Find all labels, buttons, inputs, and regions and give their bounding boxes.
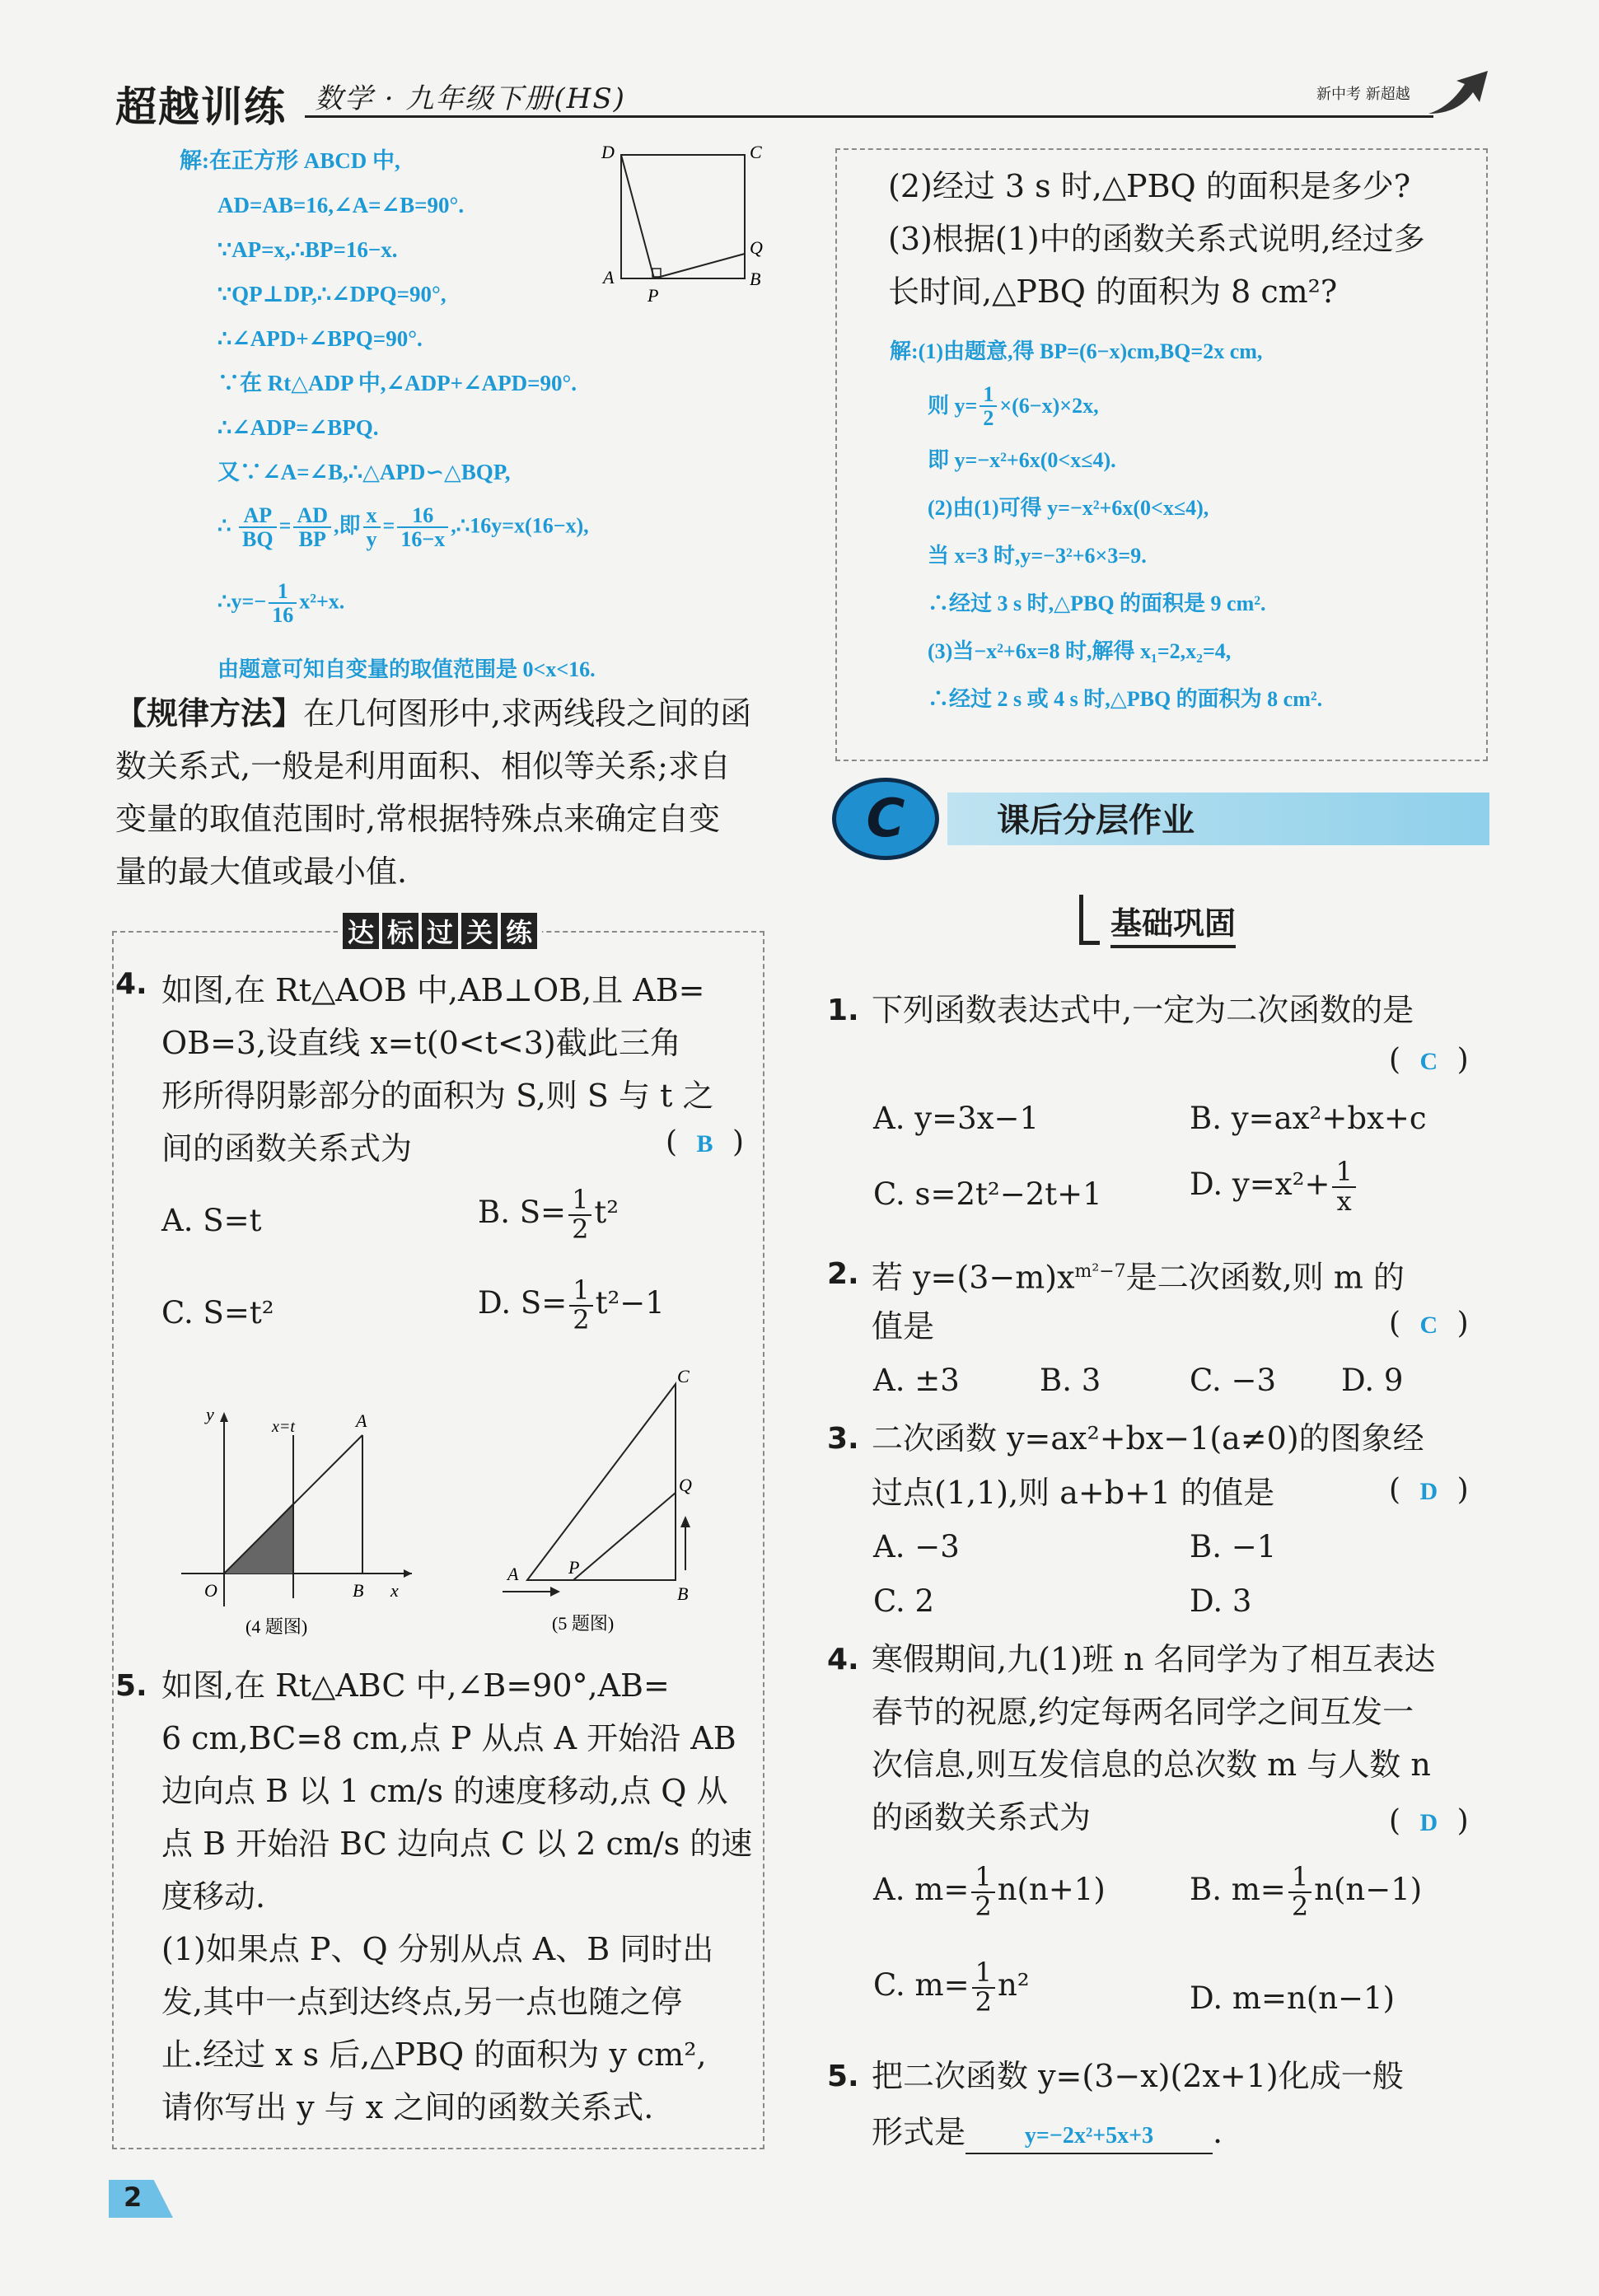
- practice-title-char: 标: [382, 913, 418, 949]
- fig4-x: x: [390, 1580, 399, 1601]
- frac-den: 16: [272, 603, 294, 628]
- label-c: C: [750, 142, 762, 162]
- solution-line: 又∵∠A=∠B,∴△APD∽△BQP,: [217, 460, 511, 484]
- r5-line2: [872, 2106, 1223, 2158]
- r3-option-c: C. 2: [873, 1583, 935, 1619]
- header-rule: [305, 115, 1433, 118]
- r5-answer-blank: y=−2x²+5x+3: [965, 2120, 1213, 2154]
- q4-line: 如图,在 Rt△AOB 中,AB⊥OB,且 AB=: [161, 972, 705, 1008]
- r2-answer-bracket: ( C ): [1389, 1307, 1469, 1340]
- frac-num: 16: [397, 504, 448, 528]
- figure-4: [165, 1401, 428, 1639]
- r5-line1: 把二次函数 y=(3−x)(2x+1)化成一般: [872, 2058, 1404, 2094]
- r1-option-d: [1190, 1158, 1358, 1215]
- q4-line: 形所得阴影部分的面积为 S,则 S 与 t 之: [161, 1078, 714, 1114]
- q4-option-a: A. S=t: [161, 1203, 262, 1238]
- frac-den: BP: [298, 527, 326, 552]
- solution-line: ∴∠ADP=∠BPQ.: [217, 415, 379, 440]
- header-title: 超越训练: [115, 83, 287, 131]
- r4-option-d: D. m=n(n−1): [1190, 1980, 1396, 2016]
- r3-answer: D: [1419, 1478, 1438, 1505]
- q5-number: 5.: [115, 1669, 147, 1703]
- frac-tail: ,∴16y=x(16−x),: [451, 513, 589, 538]
- frac-num: 1: [569, 1277, 592, 1307]
- practice-title-char: 达: [343, 913, 379, 949]
- opt-pre: C. m=: [873, 1967, 970, 2004]
- r1-number: 1.: [827, 994, 859, 1027]
- frac-num: 1: [1288, 1863, 1311, 1893]
- q5-sol-line: 解:(1)由题意,得 BP=(6−x)cm,BQ=2x cm,: [890, 339, 1263, 363]
- fig5-b: B: [677, 1583, 689, 1604]
- figure-5: [494, 1368, 708, 1639]
- r3-line2: 过点(1,1),则 a+b+1 的值是: [872, 1475, 1275, 1511]
- r2-number: 2.: [827, 1257, 859, 1291]
- practice-title-char: 过: [422, 913, 458, 949]
- opt-pre: A. m=: [873, 1872, 970, 1908]
- q5-line: 度移动.: [161, 1878, 266, 1915]
- q5-solution: [890, 328, 1483, 723]
- q4-number: 4.: [115, 967, 147, 1001]
- r2-answer: C: [1419, 1312, 1438, 1339]
- header-arrow-icon: [1425, 66, 1491, 124]
- solution-line: ∵在 Rt△ADP 中,∠ADP+∠APD=90°.: [217, 371, 577, 395]
- r4-line: 寒假期间,九(1)班 n 名同学为了相互表达: [872, 1641, 1436, 1677]
- method-head: 【规律方法】: [115, 695, 304, 732]
- r4-option-a: [873, 1863, 1106, 1920]
- r2-post: 是二次函数,则 m 的: [1125, 1259, 1405, 1296]
- q5-sol-line: 即 y=−x²+6x(0<x≤4).: [928, 448, 1116, 472]
- solution-line: ∴∠APD+∠BPQ=90°.: [217, 326, 423, 351]
- r1-option-b: B. y=ax²+bx+c: [1190, 1101, 1427, 1136]
- q4-line: OB=3,设直线 x=t(0<t<3)截此三角: [161, 1025, 681, 1061]
- q4-option-d: [478, 1274, 665, 1335]
- r4-line: 春节的祝愿,约定每两名同学之间互发一: [872, 1694, 1414, 1730]
- opt-pre: B. m=: [1190, 1872, 1286, 1908]
- q5-sol-line: ∴经过 3 s 时,△PBQ 的面积是 9 cm².: [928, 592, 1266, 615]
- frac-num: 1: [568, 1186, 591, 1216]
- frac-den: 2: [975, 1985, 992, 2018]
- r5-post: .: [1213, 2114, 1223, 2150]
- section-c-letter: C: [866, 788, 905, 849]
- q5-line: 边向点 B 以 1 cm/s 的速度移动,点 Q 从: [161, 1773, 728, 1809]
- label-d: D: [601, 142, 615, 162]
- q5-right-line: (2)经过 3 s 时,△PBQ 的面积是多少?: [888, 168, 1411, 204]
- opt-pre: B. S=: [478, 1195, 567, 1231]
- section-c-badge: [832, 778, 939, 860]
- q5-sol-line: 当 x=3 时,y=−3²+6×3=9.: [928, 544, 1147, 568]
- frac-den: y: [366, 527, 377, 552]
- fig4-line-label: x=t: [272, 1418, 295, 1436]
- r3-option-b: B. −1: [1190, 1529, 1277, 1564]
- fig5-p: P: [568, 1557, 580, 1578]
- fig5-q: Q: [679, 1475, 692, 1495]
- r2-pre: 若 y=(3−m)x: [872, 1259, 1075, 1296]
- fig4-caption: (4 题图): [245, 1616, 308, 1637]
- frac-num: 1: [1332, 1158, 1355, 1188]
- solution-line: ∵AP=x,∴BP=16−x.: [217, 237, 398, 262]
- method-line: 量的最大值或最小值.: [115, 853, 408, 890]
- r1-option-c: C. s=2t²−2t+1: [873, 1176, 1102, 1212]
- q5-sol-frac-line: [890, 376, 1483, 437]
- method-line: 在几何图形中,求两线段之间的函: [303, 695, 752, 732]
- r1-stem: 下列函数表达式中,一定为二次函数的是: [872, 992, 1414, 1028]
- practice-title: [338, 913, 542, 949]
- fig4-b: B: [353, 1580, 364, 1601]
- opt-pre: D. S=: [478, 1285, 568, 1321]
- frac-mid: ,即: [334, 513, 361, 538]
- frac-num: AP: [239, 504, 277, 528]
- r1-answer-bracket: ( C ): [1389, 1043, 1469, 1077]
- section-c-title: 课后分层作业: [997, 802, 1195, 839]
- r4-answer: D: [1419, 1809, 1438, 1836]
- q5-sol-line: (2)由(1)可得 y=−x²+6x(0<x≤4),: [928, 496, 1209, 520]
- sol-pre: 则 y=: [928, 394, 978, 418]
- frac-den: 2: [983, 406, 994, 430]
- method-paragraph: [115, 687, 774, 898]
- r3-option-d: D. 3: [1190, 1583, 1252, 1619]
- opt-post: n(n−1): [1314, 1872, 1423, 1908]
- r2-option-d: D. 9: [1341, 1363, 1404, 1398]
- solution-line: ∵QP⊥DP,∴∠DPQ=90°,: [217, 282, 447, 306]
- fig4-y: y: [206, 1404, 214, 1424]
- r5-number: 5.: [827, 2060, 859, 2093]
- frac-den: BQ: [242, 527, 274, 552]
- q5-line: 发,其中一点到达终点,另一点也随之停: [161, 1984, 683, 2020]
- r3-line1: 二次函数 y=ax²+bx−1(a≠0)的图象经: [872, 1420, 1424, 1457]
- q5-line: 6 cm,BC=8 cm,点 P 从点 A 开始沿 AB: [161, 1720, 736, 1756]
- q5-stem: [161, 1659, 755, 2134]
- q5-line: 请你写出 y 与 x 之间的函数关系式.: [161, 2089, 654, 2125]
- header-subtitle: 数学 · 九年级下册(HS): [315, 82, 626, 115]
- r2-line2: 值是: [872, 1308, 935, 1344]
- frac-num: 1: [972, 1959, 995, 1989]
- r2-sup: m²−7: [1074, 1261, 1126, 1282]
- method-line: 数关系式,一般是利用面积、相似等关系;求自: [115, 748, 731, 784]
- frac-num: 1: [269, 580, 297, 604]
- r3-number: 3.: [827, 1422, 859, 1456]
- q5-line: 点 B 开始沿 BC 边向点 C 以 2 cm/s 的速: [161, 1826, 753, 1862]
- sol-post: ×(6−x)×2x,: [999, 394, 1099, 418]
- r4-answer-bracket: ( D ): [1389, 1804, 1469, 1838]
- q5-line: 如图,在 Rt△ABC 中,∠B=90°,AB=: [161, 1667, 670, 1704]
- r4-option-b: [1190, 1863, 1422, 1920]
- q5-line: 止.经过 x s 后,△PBQ 的面积为 y cm²,: [161, 2036, 707, 2073]
- frac-num: AD: [293, 504, 331, 528]
- q4-answer: B: [696, 1130, 713, 1157]
- r2-option-a: A. ±3: [873, 1363, 960, 1398]
- practice-title-char: 练: [501, 913, 537, 949]
- solution-range: 由题意可知自变量的取值范围是 0<x<16.: [217, 657, 596, 681]
- r4-line: 次信息,则互发信息的总次数 m 与人数 n: [872, 1747, 1431, 1783]
- frac-den: 2: [1291, 1890, 1309, 1922]
- opt-post: t²: [594, 1195, 619, 1231]
- q5-right-line: (3)根据(1)中的函数关系式说明,经过多: [888, 221, 1425, 257]
- frac-den: 16−x: [400, 527, 446, 552]
- square-figure: [593, 138, 774, 311]
- frac-den: 2: [573, 1303, 590, 1335]
- fig5-caption: (5 题图): [552, 1613, 615, 1634]
- solution-line: 解:在正方形 ABCD 中,: [180, 148, 400, 173]
- solution-y-line: [217, 580, 344, 627]
- label-b: B: [750, 269, 761, 289]
- r4-option-c: [873, 1959, 1030, 2016]
- q4-option-b: [478, 1186, 619, 1243]
- q4-option-c: C. S=t²: [161, 1295, 274, 1330]
- left-solution: [180, 138, 591, 494]
- q5-right-line: 长时间,△PBQ 的面积为 8 cm²?: [888, 274, 1338, 310]
- q4-line: 间的函数关系式为: [161, 1130, 413, 1167]
- y-pre: ∴y=−: [217, 589, 267, 614]
- label-q: Q: [750, 237, 763, 258]
- practice-title-char: 关: [461, 913, 498, 949]
- frac-den: x: [1336, 1185, 1352, 1217]
- frac-num: 1: [971, 1863, 994, 1893]
- r4-stem: [872, 1633, 1436, 1844]
- fig4-a: A: [356, 1410, 367, 1431]
- fig5-a: A: [507, 1564, 519, 1584]
- r4-number: 4.: [827, 1643, 859, 1676]
- q5-sol-line: (3)当−x²+6x=8 时,解得 x₁=2,x₂=4,: [928, 639, 1232, 663]
- frac-num: x: [363, 504, 381, 528]
- fig5-c: C: [677, 1368, 690, 1386]
- frac-den: 2: [975, 1890, 992, 1922]
- opt-post: n²: [997, 1967, 1030, 2004]
- r2-line1: [872, 1246, 1405, 1304]
- opt-post: t²−1: [595, 1285, 665, 1321]
- q5-continued: [888, 160, 1481, 318]
- q4-answer-bracket: ( B ): [666, 1125, 745, 1159]
- r1-answer: C: [1419, 1048, 1438, 1075]
- label-a: A: [603, 267, 615, 288]
- solution-line: AD=AB=16,∠A=∠B=90°.: [217, 193, 465, 217]
- r4-line: 的函数关系式为: [872, 1799, 1092, 1835]
- q5-line: (1)如果点 P、Q 分别从点 A、B 同时出: [161, 1931, 714, 1967]
- header-right-label: 新中考 新超越: [1316, 86, 1410, 103]
- r3-option-a: A. −3: [873, 1529, 960, 1564]
- frac-num: 1: [980, 383, 997, 407]
- solution-fraction-line: ∴ $\frac{AP}{BQ}$ = $\frac{AD}{BP}$ ,即 $\frac{x}{y}$ = $\frac{16}{16-x}$ ,∴16y=x(16−x),: [217, 503, 589, 552]
- label-p: P: [648, 285, 659, 306]
- r2-option-c: C. −3: [1190, 1363, 1277, 1398]
- page-number: 2: [124, 2181, 143, 2213]
- frac-den: 2: [572, 1213, 589, 1245]
- opt-post: n(n+1): [997, 1872, 1106, 1908]
- basic-title: 基础巩固: [1110, 898, 1236, 948]
- r5-pre: 形式是: [872, 2114, 966, 2150]
- opt-pre: D. y=x²+: [1190, 1167, 1330, 1203]
- method-line: 变量的取值范围时,常根据特殊点来确定自变: [115, 801, 721, 837]
- r3-answer-bracket: ( D ): [1389, 1473, 1469, 1507]
- y-post: x²+x.: [299, 589, 345, 614]
- r1-option-a: A. y=3x−1: [873, 1101, 1040, 1136]
- r2-option-b: B. 3: [1040, 1363, 1101, 1398]
- basic-title-bracket: [1079, 895, 1100, 945]
- q5-sol-line: ∴经过 2 s 或 4 s 时,△PBQ 的面积为 8 cm².: [928, 687, 1323, 711]
- fig4-o: O: [204, 1580, 217, 1601]
